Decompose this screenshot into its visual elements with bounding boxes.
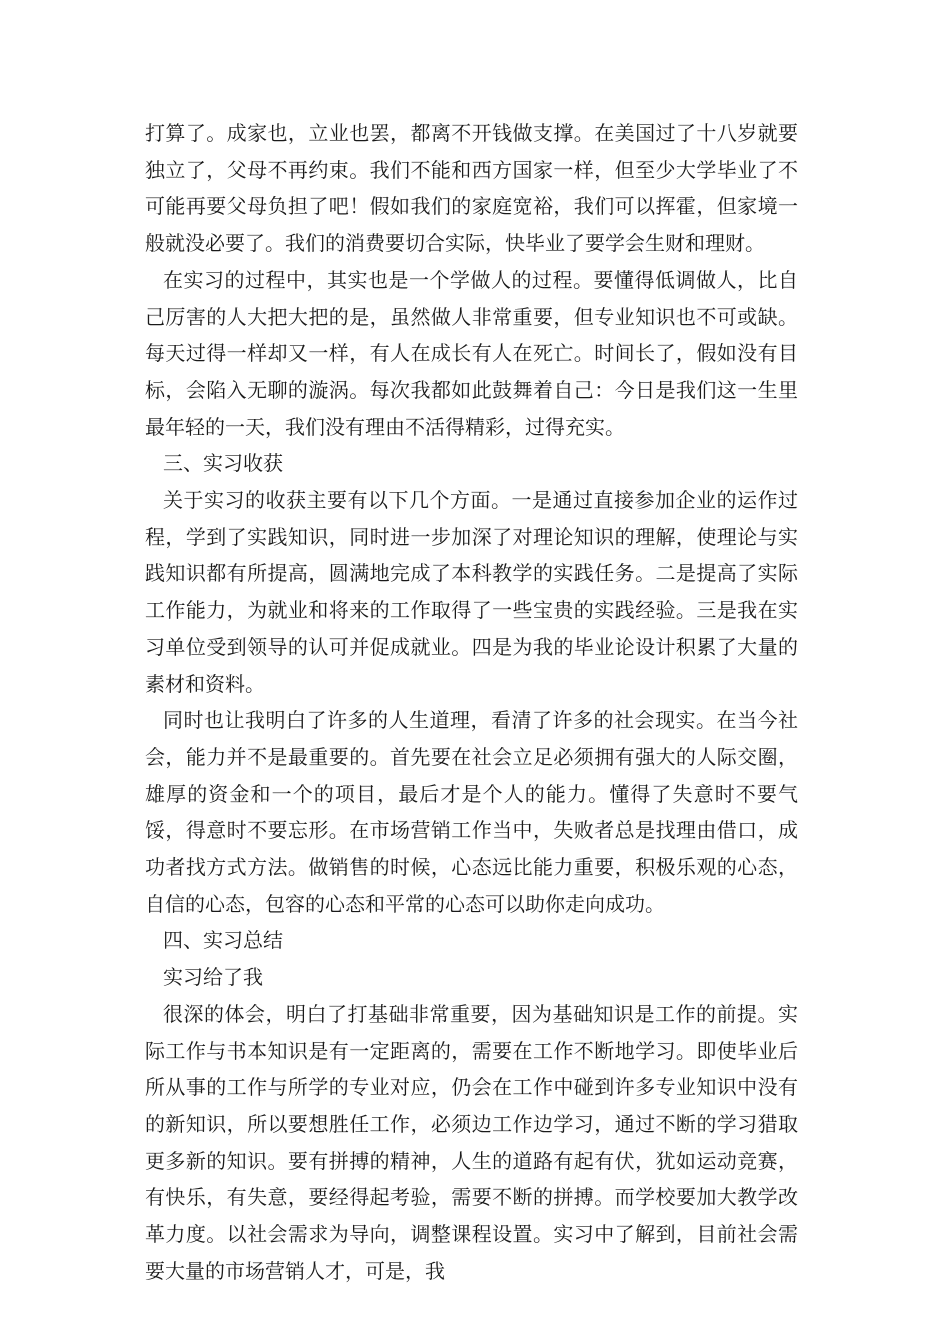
section-heading-4: 四、实习总结 — [163, 928, 283, 953]
paragraph-8: 很深的体会，明白了打基础非常重要，因为基础知识是工作的前提。实际工作与书本知识是有一定距离的，需要在工作不断地学习。即使毕业后所从事的工作与所学的专业对应，仍会在工作中碰到许多专业知识中没有的新知识，所以要想胜任工作，必须边工作边学习，通过不断的学习猎取更多新的知识。要有拼搏的精神，人生的道路有起有伏，犹如运动竞赛，有快乐，有失意，要经得起考验，需要不断的拼搏。而学校要加大教学改革力度。以社会需求为导向，调整课程设置。实习中了解到，目前社会需要大量的市场营销人才，可是，我 — [145, 1001, 798, 1283]
document-page — [145, 115, 798, 1290]
paragraph-4: 关于实习的收获主要有以下几个方面。一是通过直接参加企业的运作过程，学到了实践知识，同时进一步加深了对理论知识的理解，使理论与实践知识都有所提高，圆满地完成了本科教学的实践任务。二是提高了实际工作能力，为就业和将来的工作取得了一些宝贵的实践经验。三是我在实习单位受到领导的认可并促成就业。四是为我的毕业论设计积累了大量的素材和资料。 — [145, 488, 798, 696]
summary-lead-line: 实习给了我 — [163, 965, 263, 990]
paragraph-5: 同时也让我明白了许多的人生道理，看清了许多的社会现实。在当今社会，能力并不是最重要的。首先要在社会立足必须拥有强大的人际交圈，雄厚的资金和一个的项目，最后才是个人的能力。懂得了失意时不要气馁，得意时不要忘形。在市场营销工作当中，失败者总是找理由借口，成功者找方式方法。做销售的时候，心态远比能力重要，积极乐观的心态，自信的心态，包容的心态和平常的心态可以助你走向成功。 — [145, 708, 798, 916]
paragraph-2: 在实习的过程中，其实也是一个学做人的过程。要懂得低调做人，比自己厉害的人大把大把的是，虽然做人非常重要，但专业知识也不可或缺。每天过得一样却又一样，有人在成长有人在死亡。时间长了，假如没有目标，会陷入无聊的漩涡。每次我都如此鼓舞着自己：今日是我们这一生里最年轻的一天，我们没有理由不活得精彩，过得充实。 — [145, 267, 798, 439]
section-heading-3: 三、实习收获 — [163, 451, 283, 476]
paragraph-1: 打算了。成家也，立业也罢，都离不开钱做支撑。在美国过了十八岁就要独立了，父母不再约束。我们不能和西方国家一样，但至少大学毕业了不可能再要父母负担了吧！假如我们的家庭宽裕，我们可以挥霍，但家境一般就没必要了。我们的消费要切合实际，快毕业了要学会生财和理财。 — [145, 121, 798, 256]
